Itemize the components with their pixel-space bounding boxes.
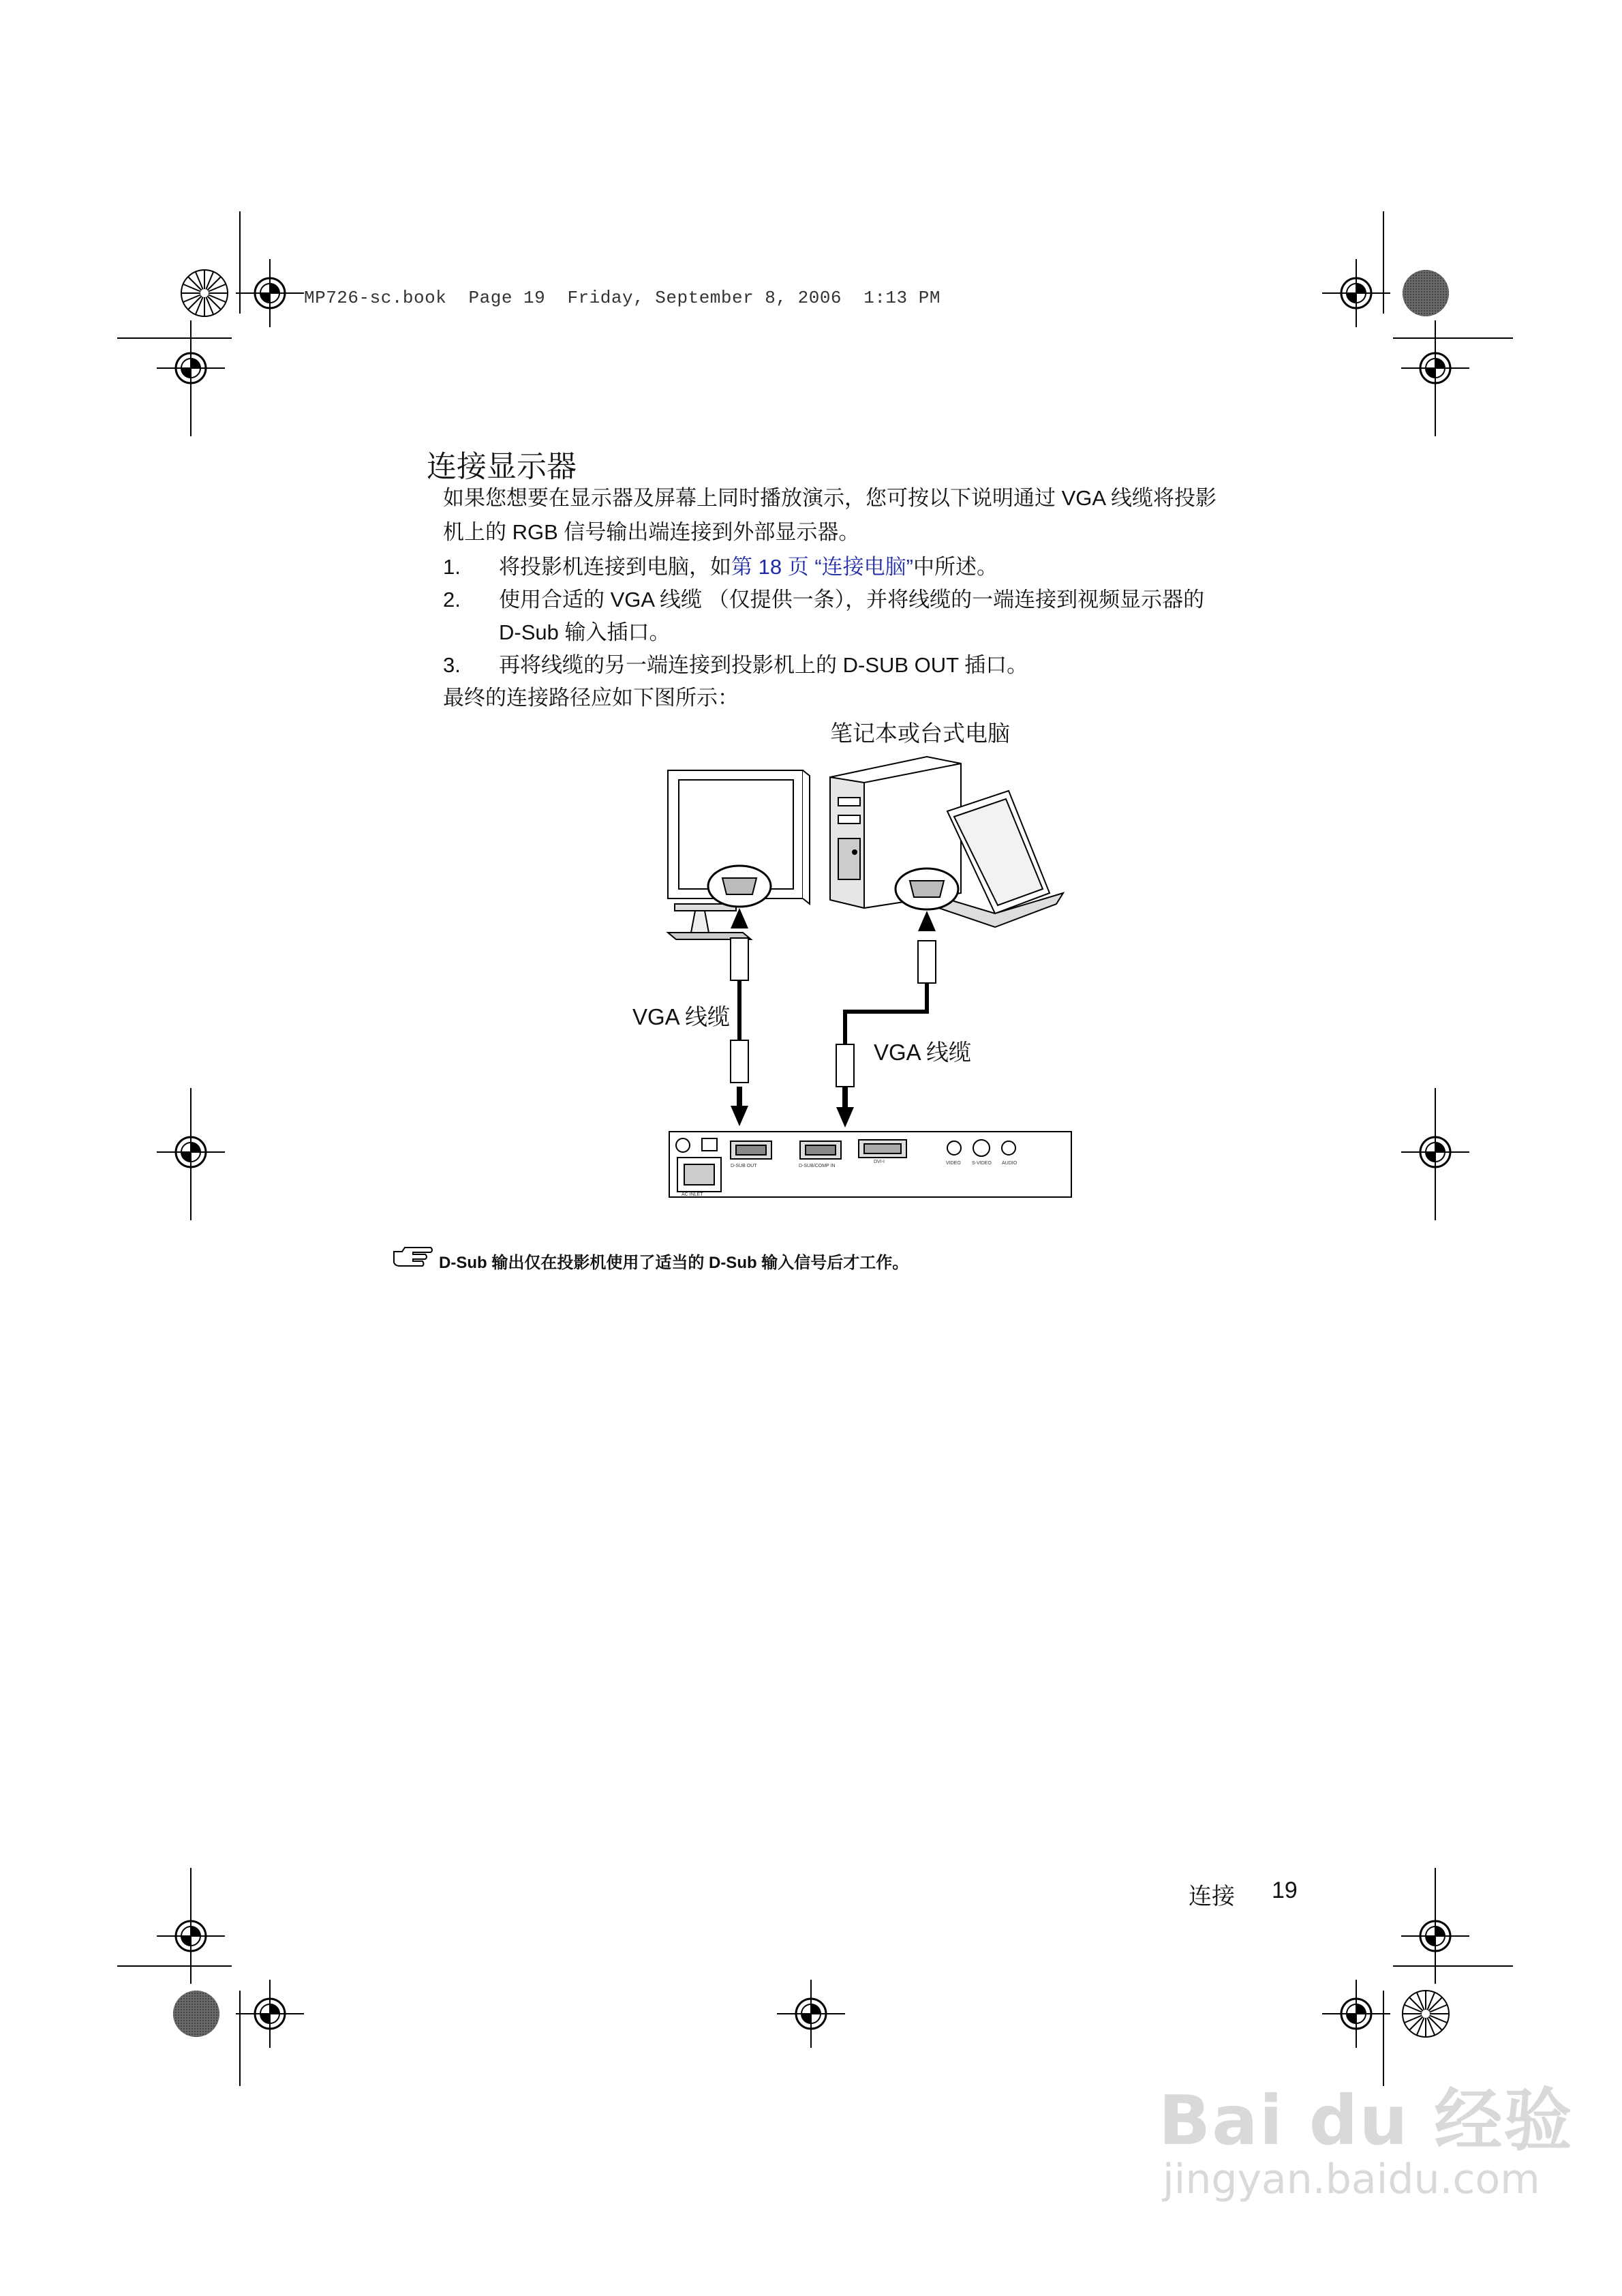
cable-label-right: VGA 线缆 bbox=[874, 1040, 972, 1065]
port-label-dvi: DVI-I bbox=[874, 1160, 885, 1164]
computer-dsub-port bbox=[896, 868, 958, 909]
section-title: 连接显示器 bbox=[427, 450, 577, 483]
port-label-dsub-out: D-SUB OUT bbox=[731, 1164, 757, 1168]
intro-paragraph bbox=[443, 481, 1309, 549]
cable-label-left: VGA 线缆 bbox=[632, 1004, 731, 1029]
watermark-url: jingyan.baidu.com bbox=[1163, 2156, 1540, 2203]
step-1 bbox=[443, 551, 1309, 584]
intro-line-1: 如果您想要在显示器及屏幕上同时播放演示，您可按以下说明通过 VGA 线缆将投影 bbox=[443, 486, 1216, 510]
running-head: MP726-sc.book Page 19 Friday, September 8, 2006 1:13 PM bbox=[304, 288, 940, 308]
step-text-end: 中所述。 bbox=[913, 555, 998, 579]
port-label-ac-inlet: AC INLET bbox=[682, 1192, 703, 1197]
port-label-audio: AUDIO bbox=[1002, 1161, 1017, 1166]
step-text-line-1: 使用合适的 VGA 线缆 （仅提供一条），并将线缆的一端连接到视频显示器的 bbox=[499, 588, 1205, 611]
monitor-dsub-port bbox=[708, 866, 771, 907]
page-number: 19 bbox=[1272, 1877, 1298, 1903]
step-number: 1. bbox=[443, 555, 461, 579]
vga-cable-left bbox=[731, 908, 748, 1126]
step-number: 3. bbox=[443, 653, 461, 677]
step-text: 将投影机连接到电脑，如 bbox=[499, 555, 731, 579]
port-label-dsub-in: D-SUB/COMP IN bbox=[799, 1164, 836, 1168]
pointing-hand-icon bbox=[393, 1245, 435, 1269]
connection-diagram bbox=[654, 750, 1090, 1200]
step-text: 再将线缆的另一端连接到投影机上的 D-SUB OUT 插口。 bbox=[499, 653, 1028, 677]
port-label-video: VIDEO bbox=[946, 1161, 961, 1166]
step-number: 2. bbox=[443, 588, 461, 611]
computer-label: 笔记本或台式电脑 bbox=[830, 721, 1010, 746]
footer-section-name: 连接 bbox=[1189, 1884, 1235, 1909]
step-3 bbox=[443, 649, 1309, 682]
baidu-watermark-logo: Bai du 经验 bbox=[1159, 2081, 1574, 2160]
note-text: D-Sub 输出仅在投影机使用了适当的 D-Sub 输入信号后才工作。 bbox=[439, 1254, 909, 1272]
cross-reference-link[interactable]: 第 18 页 “连接电脑” bbox=[731, 555, 913, 579]
vga-cable-right bbox=[836, 911, 936, 1128]
step-text-line-2: D-Sub 输入插口。 bbox=[499, 620, 671, 644]
step-2 bbox=[443, 584, 1309, 649]
intro-line-2: 机上的 RGB 信号输出端连接到外部显示器。 bbox=[443, 520, 860, 544]
outro-text: 最终的连接路径应如下图所示： bbox=[443, 686, 739, 710]
port-label-svideo: S-VIDEO bbox=[972, 1161, 992, 1166]
